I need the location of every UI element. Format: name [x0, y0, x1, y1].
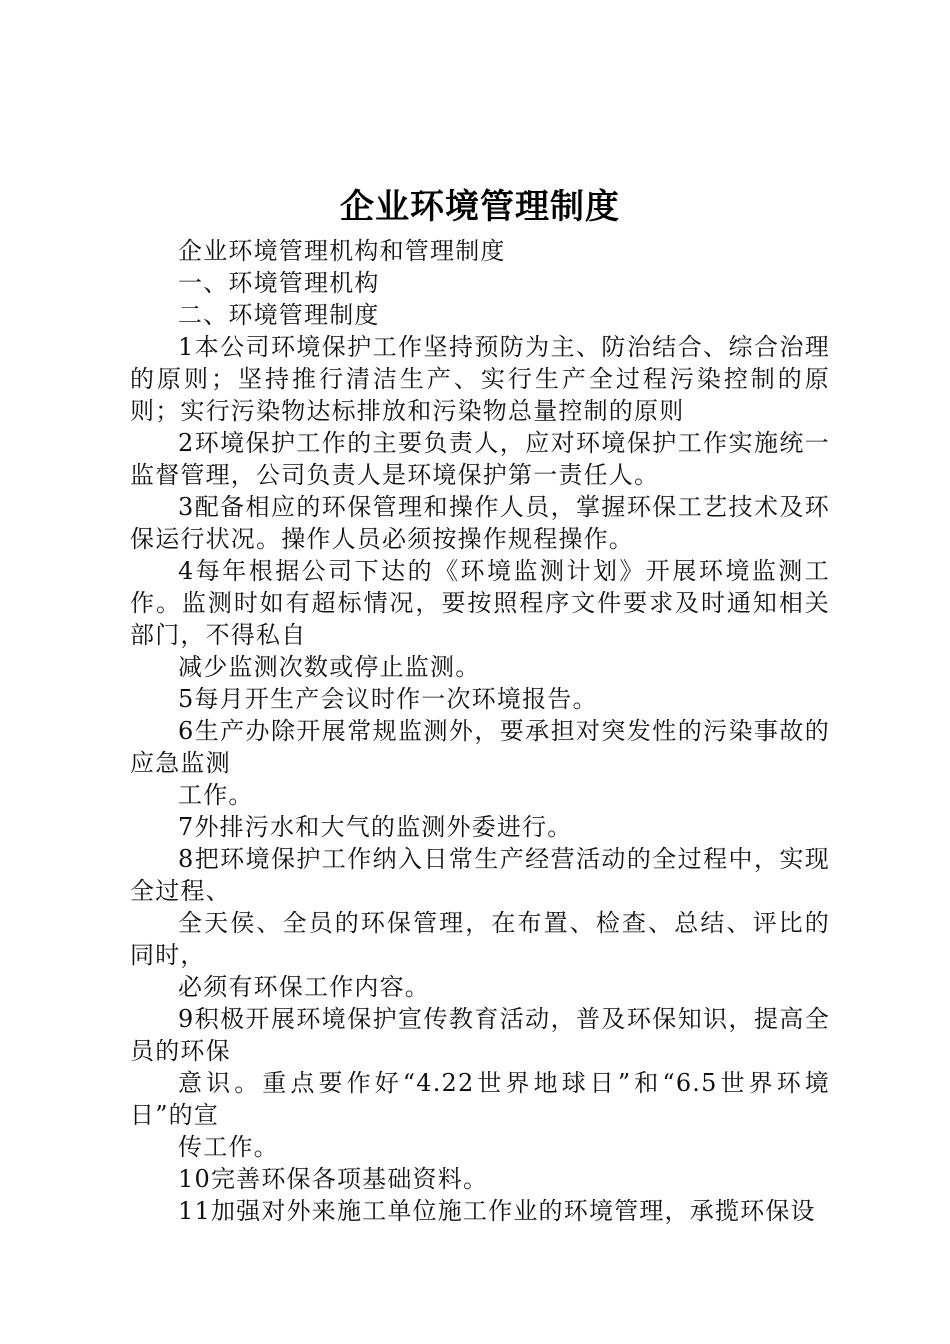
paragraph-item-8: 8把环境保护工作纳入日常生产经营活动的全过程中，实现全过程、: [130, 845, 830, 905]
paragraph-item-9-continued-1: 意识。重点要作好“4.22世界地球日”和“6.5世界环境日”的宣: [130, 1069, 830, 1129]
paragraph-item-5: 5每月开生产会议时作一次环境报告。: [178, 685, 598, 713]
paragraph-item-9: 9积极开展环境保护宣传教育活动，普及环保知识，提高全员的环保: [130, 1005, 830, 1065]
paragraph-item-4-continued: 减少监测次数或停止监测。: [178, 653, 481, 681]
paragraph-item-4: 4每年根据公司下达的《环境监测计划》开展环境监测工作。监测时如有超标情况，要按照程序文件要求及时通知相关部门，不得私自: [130, 557, 830, 649]
paragraph-item-8-continued-2: 必须有环保工作内容。: [178, 973, 430, 1001]
paragraph-item-2: 2环境保护工作的主要负责人，应对环境保护工作实施统一监督管理，公司负责人是环境保护第一责任人。: [130, 429, 830, 489]
paragraph-item-6: 6生产办除开展常规监测外，要承担对突发性的污染事故的应急监测: [130, 717, 830, 777]
document-body: [130, 235, 830, 1227]
paragraph-item-7: 7外排污水和大气的监测外委进行。: [178, 813, 573, 841]
paragraph-item-3: 3配备相应的环保管理和操作人员，掌握环保工艺技术及环保运行状况。操作人员必须按操作规程操作。: [130, 493, 830, 553]
paragraph-item-10: 10完善环保各项基础资料。: [178, 1165, 489, 1193]
paragraph-section-1: 一、环境管理机构: [178, 269, 380, 297]
paragraph-section-2: 二、环境管理制度: [178, 301, 380, 329]
paragraph-item-6-continued: 工作。: [178, 781, 254, 809]
paragraph-heading: 企业环境管理机构和管理制度: [178, 237, 506, 265]
paragraph-item-9-continued-2: 传工作。: [178, 1133, 279, 1161]
paragraph-item-8-continued-1: 全天侯、全员的环保管理，在布置、检查、总结、评比的同时，: [130, 909, 830, 969]
paragraph-item-1: 1本公司环境保护工作坚持预防为主、防治结合、综合治理的原则；坚持推行清洁生产、实行生产全过程污染控制的原则；实行污染物达标排放和污染物总量控制的原则: [130, 333, 830, 425]
document-title: 企业环境管理制度: [340, 187, 620, 227]
paragraph-item-11: 11加强对外来施工单位施工作业的环境管理，承揽环保设: [178, 1197, 816, 1225]
